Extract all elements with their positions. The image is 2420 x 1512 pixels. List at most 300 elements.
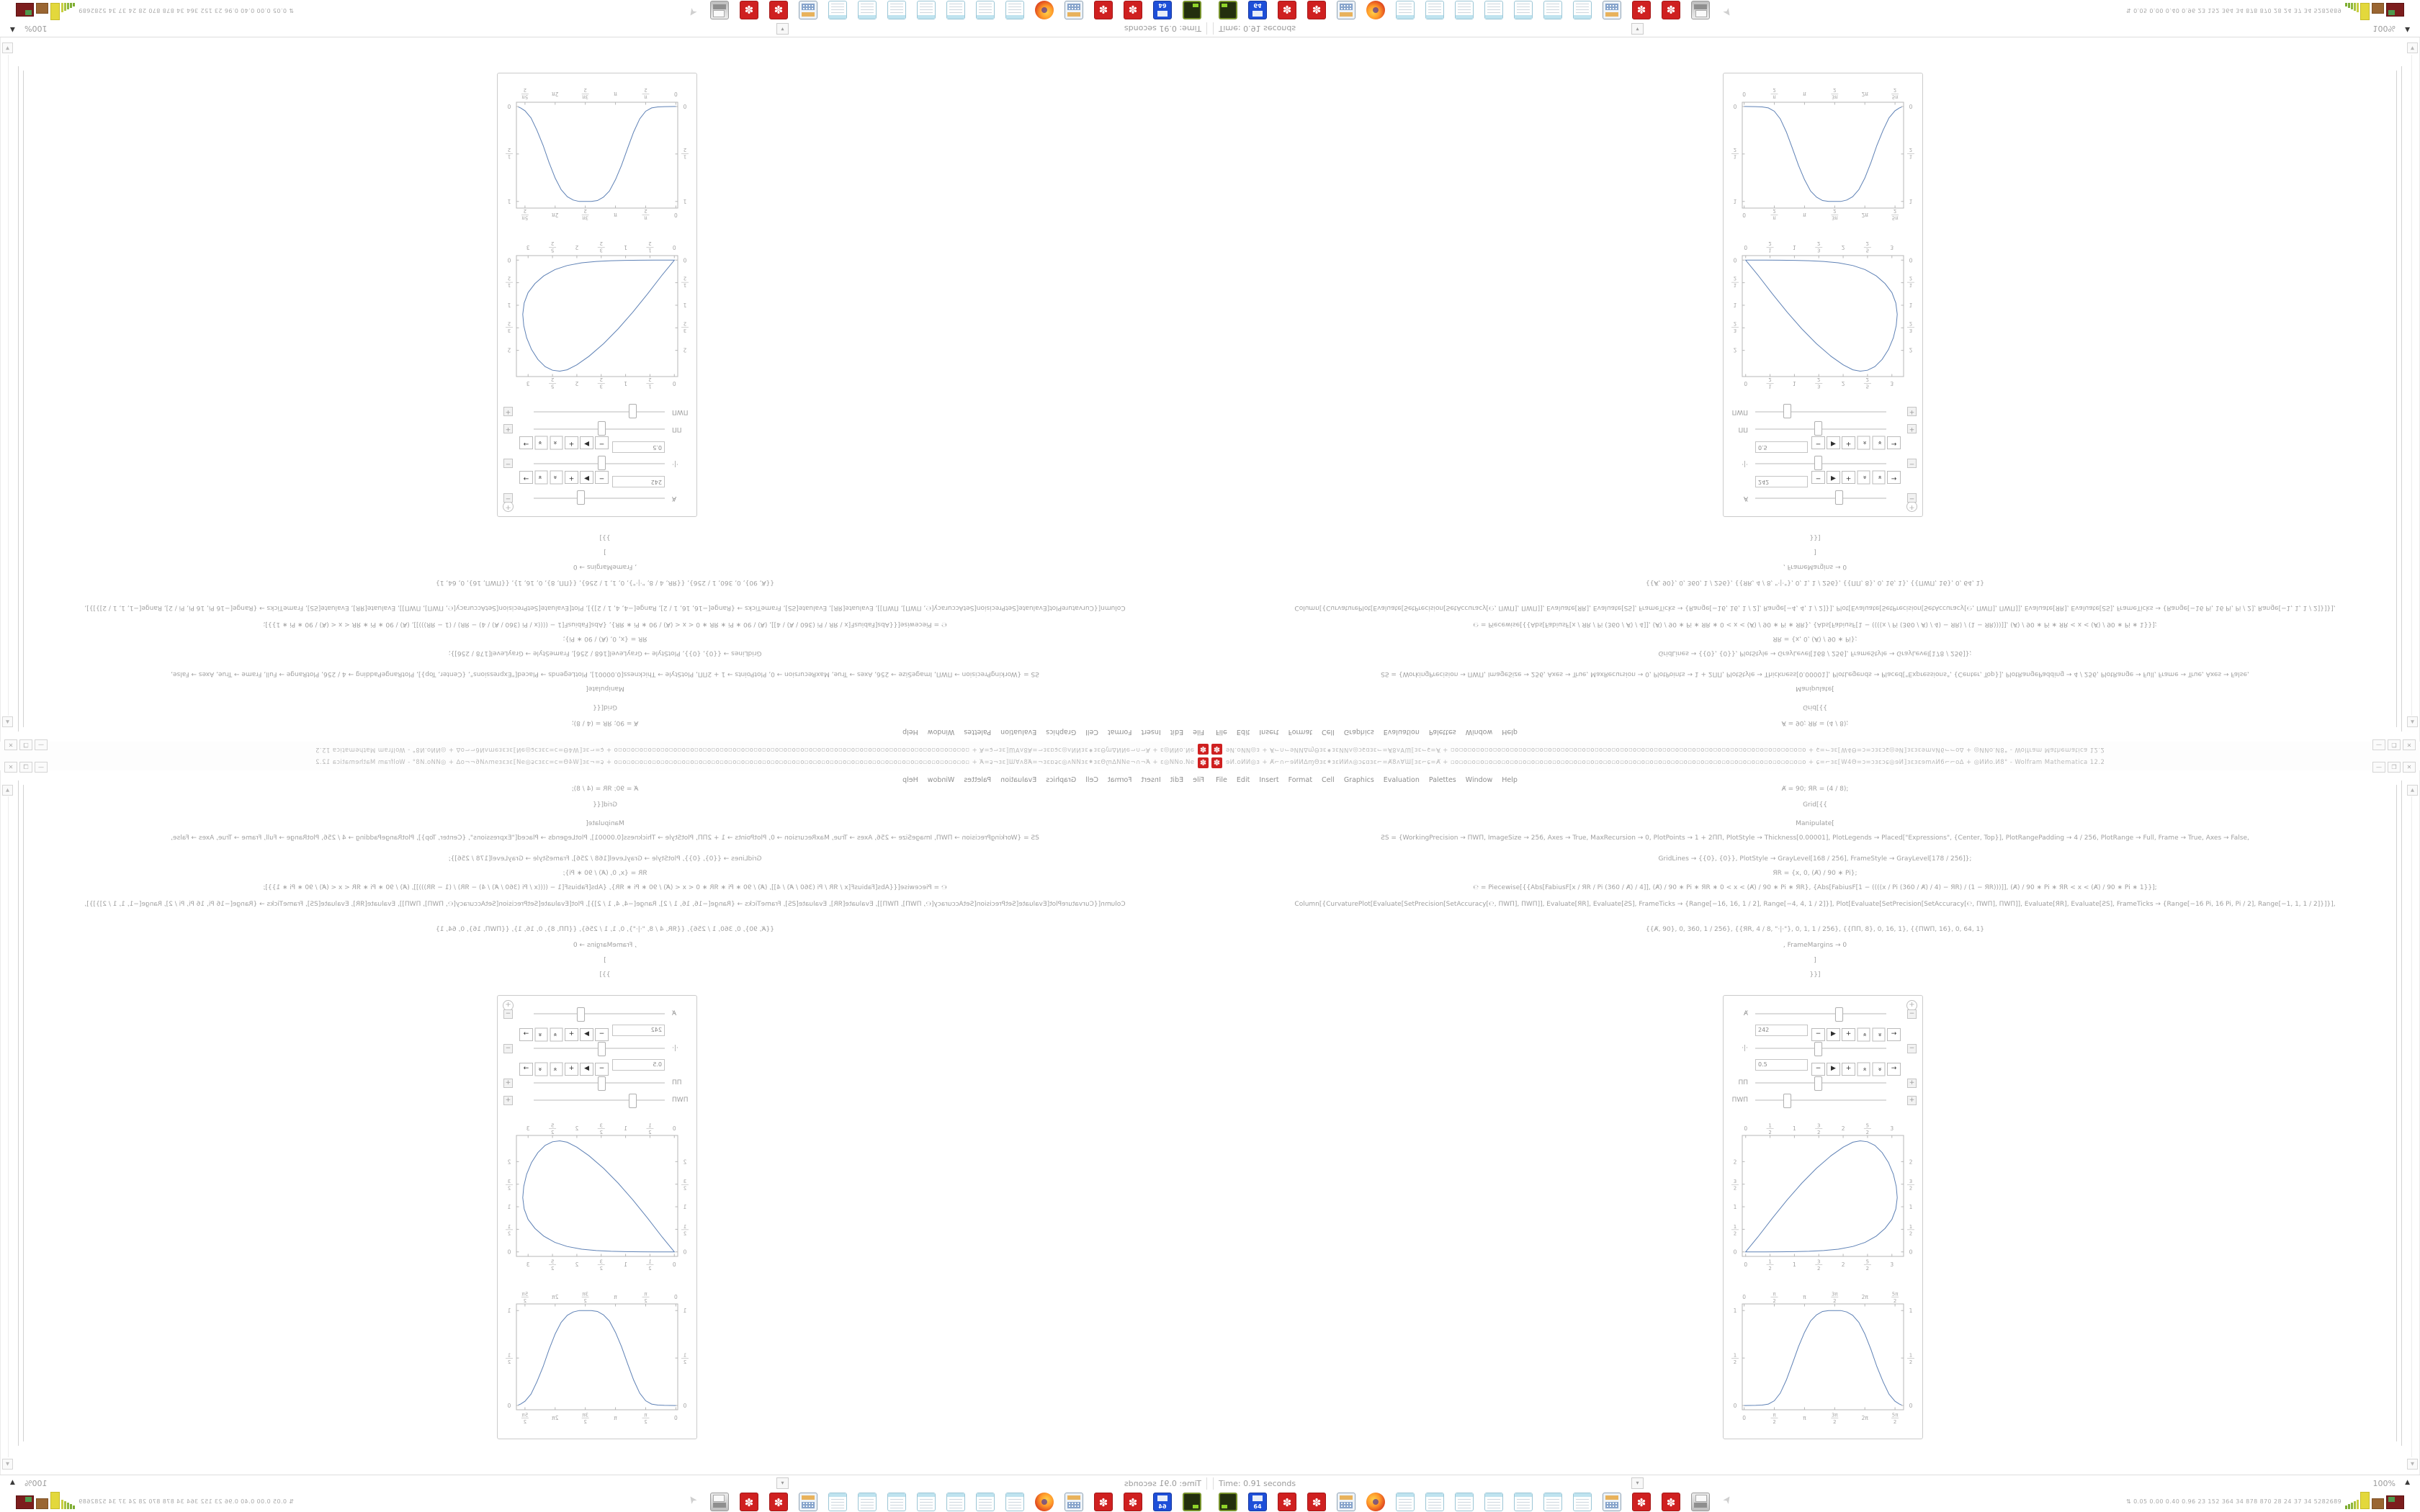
tb-icon-notepad[interactable]: [946, 1, 965, 19]
code-line[interactable]: {{Ⱥ, 90}, 0, 360, 1 / 256}, {{ЯR, 4 / 8, "·|·"}, 0, 1, 1 / 256}, {{ΠΠ, 8}, 0, 16, 1}, {{ΠWΠ, 16}, 0, 64, 1}: [1645, 579, 1985, 586]
menu-item-Edit[interactable]: Edit: [1170, 728, 1184, 736]
tb-icon-gear-red[interactable]: [1662, 1, 1680, 19]
mbtn-−[interactable]: −: [1811, 1028, 1825, 1041]
code-line[interactable]: ]: [1814, 548, 1816, 555]
scrollbar-down-button[interactable]: ▼: [2407, 1459, 2418, 1470]
slider-track[interactable]: [534, 1048, 665, 1049]
tb-icon-notepad[interactable]: [976, 1, 995, 19]
slider-expand-toggle[interactable]: +: [503, 407, 513, 416]
code-line[interactable]: ℮ = Piecewise[{{Abs[FabiusF[x / ЯR / Pi (360 / Ⱥ) / 4]], (Ⱥ) / 90 ∗ Pi ∗ ЯR ∗ 0 < x < (Ⱥ) / 90 ∗ Pi ∗ ЯR}, {Abs[FabiusF[1 − ((((x / Pi (360 / Ⱥ) / 4) − ЯR) / (1 − ЯR)))]], (Ⱥ) / 90 ∗ Pi ∗ ЯR < x < (Ⱥ) / 90 ∗ Pi ∗ 1}}];: [1473, 884, 2157, 891]
menu-item-Format[interactable]: Format: [1288, 728, 1313, 736]
mbtn-▶[interactable]: ▶: [1827, 471, 1840, 484]
menu-item-Evaluation[interactable]: Evaluation: [1000, 776, 1037, 784]
wbtn-❐[interactable]: ❐: [2388, 762, 2401, 773]
tb-icon-floppy-64[interactable]: [1248, 1493, 1267, 1511]
tb-icon-calculator[interactable]: [1603, 1, 1621, 19]
code-line[interactable]: Ⱥ = 90; ЯR = (4 / 8);: [1781, 786, 1849, 793]
slider-value-field[interactable]: 0.5: [612, 441, 665, 453]
code-line[interactable]: {{Ⱥ, 90}, 0, 360, 1 / 256}, {{ЯR, 4 / 8, "·|·"}, 0, 1, 1 / 256}, {{ΠΠ, 8}, 0, 16, 1}, {{ΠWΠ, 16}, 0, 64, 1}: [1645, 926, 1985, 933]
tb-icon-printer[interactable]: [710, 1493, 729, 1511]
scrollbar-track[interactable]: [2411, 796, 2412, 1457]
tb-icon-printer[interactable]: [1691, 1, 1710, 19]
code-line[interactable]: Grid[{{: [1803, 801, 1827, 809]
tb-icon-printer[interactable]: [710, 1, 729, 19]
code-line[interactable]: , FrameMargins → 0: [1783, 563, 1847, 570]
code-line[interactable]: Ⱥ = 90; ЯR = (4 / 8);: [1781, 719, 1849, 726]
magnification-label[interactable]: 100%: [2372, 24, 2396, 33]
menu-item-Window[interactable]: Window: [927, 728, 955, 736]
mbtn-«[interactable]: «: [550, 1063, 563, 1076]
mbtn-−[interactable]: −: [1811, 436, 1825, 449]
mbtn-→[interactable]: →: [1887, 1028, 1901, 1041]
tb-icon-calculator[interactable]: [1603, 1493, 1621, 1511]
tb-icon-gear-red[interactable]: [1307, 1493, 1326, 1511]
menu-item-File[interactable]: File: [1193, 728, 1204, 736]
magnification-label[interactable]: 100%: [2372, 1479, 2396, 1488]
tb-icon-floppy-64[interactable]: [1248, 1, 1267, 19]
scrollbar-down-button[interactable]: ▼: [2, 42, 13, 53]
slider-value-field[interactable]: 242: [612, 476, 665, 487]
code-line[interactable]: ЯR = {x, 0, (Ⱥ) / 90 ∗ Pi};: [1773, 870, 1857, 877]
slider-thumb[interactable]: [598, 1076, 606, 1091]
menu-item-Format[interactable]: Format: [1107, 728, 1132, 736]
code-line[interactable]: Manipulate[: [586, 820, 624, 827]
mbtn-+[interactable]: +: [1842, 471, 1855, 484]
code-line[interactable]: Column[{CurvaturePlot[Evaluate[SetPrecision[SetAccuracy[℮, ΠWΠ], ΠWΠ]], Evaluate[ЯR], Evaluate[ƧS], FrameTicks → {Range[−16, 16, 1 / 2], Range[−4, 4, 1 / 2]}], Plot[Evaluate[SetPrecision[SetAccuracy[℮, ΠWΠ], ΠWΠ]], Evaluate[ЯR], Evaluate[ƧS], FrameTicks → {Range[−16 Pi, 16 Pi, Pi / 2], Range[−1, 1, 1 / 2]}]}],: [84, 901, 1126, 908]
tb-icon-gear-red[interactable]: [740, 1, 758, 19]
menu-item-Palettes[interactable]: Palettes: [1428, 776, 1456, 784]
wbtn-—[interactable]: —: [2372, 739, 2385, 750]
tb-icon-printer[interactable]: [1691, 1493, 1710, 1511]
code-line[interactable]: GridLines → {{0}, {0}}, PlotStyle → GrayLevel[168 / 256], FrameStyle → GrayLevel[178 / 256]};: [448, 855, 762, 863]
tb-icon-notepad[interactable]: [1005, 1, 1024, 19]
slider-expand-toggle[interactable]: +: [503, 1079, 513, 1088]
mbtn-+[interactable]: +: [1842, 1028, 1855, 1041]
tb-icon-calculator[interactable]: [1337, 1493, 1355, 1511]
status-dropdown[interactable]: ▾: [1631, 23, 1644, 35]
slider-expand-toggle[interactable]: +: [503, 1096, 513, 1105]
slider-track[interactable]: [534, 463, 665, 464]
menu-item-Evaluation[interactable]: Evaluation: [1383, 728, 1420, 736]
magnification-label[interactable]: 100%: [24, 1479, 48, 1488]
tb-icon-notepad[interactable]: [828, 1, 847, 19]
slider-expand-toggle[interactable]: +: [1907, 1096, 1917, 1105]
tb-icon-notepad[interactable]: [1573, 1493, 1592, 1511]
tb-icon-gear-red[interactable]: [1278, 1493, 1296, 1511]
tb-icon-calculator[interactable]: [799, 1, 817, 19]
tb-icon-calculator[interactable]: [1065, 1, 1083, 19]
slider-track[interactable]: [534, 498, 665, 499]
tb-icon-notepad[interactable]: [1396, 1493, 1415, 1511]
code-line[interactable]: Manipulate[: [1796, 820, 1834, 827]
wbtn-—[interactable]: —: [35, 762, 48, 773]
menu-item-File[interactable]: File: [1216, 728, 1227, 736]
tb-icon-notepad[interactable]: [1543, 1, 1562, 19]
mbtn-+[interactable]: +: [565, 1063, 578, 1076]
menu-item-Cell[interactable]: Cell: [1322, 776, 1335, 784]
magnification-arrow-icon[interactable]: ▲: [2405, 26, 2410, 33]
tb-icon-calculator[interactable]: [799, 1493, 817, 1511]
code-line[interactable]: ]: [604, 548, 606, 555]
title-bar[interactable]: [1210, 756, 2420, 770]
status-dropdown[interactable]: ▾: [776, 1477, 789, 1489]
wbtn-—[interactable]: —: [35, 739, 48, 750]
tb-icon-firefox[interactable]: [1366, 1493, 1385, 1511]
cell-group-bracket[interactable]: [2401, 66, 2402, 732]
mbtn-→[interactable]: →: [1887, 1063, 1901, 1076]
slider-thumb[interactable]: [577, 1007, 585, 1022]
slider-track[interactable]: [1755, 428, 1886, 430]
tb-icon-gear-red[interactable]: [769, 1493, 788, 1511]
menu-item-File[interactable]: File: [1193, 776, 1204, 784]
slider-value-field[interactable]: 0.5: [1755, 1059, 1808, 1071]
code-line[interactable]: , FrameMargins → 0: [573, 563, 637, 570]
manipulate-menu-icon[interactable]: +: [503, 501, 514, 512]
tb-icon-notepad[interactable]: [1396, 1, 1415, 19]
slider-thumb[interactable]: [629, 404, 637, 418]
menu-item-Edit[interactable]: Edit: [1236, 776, 1250, 784]
mbtn-+[interactable]: +: [1842, 436, 1855, 449]
slider-expand-toggle[interactable]: +: [503, 424, 513, 433]
slider-track[interactable]: [534, 1099, 665, 1101]
code-line[interactable]: Grid[{{: [593, 801, 617, 809]
cell-bracket[interactable]: [23, 785, 24, 1441]
mbtn-»[interactable]: »: [1873, 1063, 1886, 1076]
tb-icon-gear-red[interactable]: [740, 1493, 758, 1511]
slider-value-field[interactable]: 0.5: [1755, 441, 1808, 453]
menu-item-Help[interactable]: Help: [902, 728, 918, 736]
slider-thumb[interactable]: [1835, 490, 1843, 505]
code-line[interactable]: ƧS = {WorkingPrecision → ΠWΠ, ImageSize → 256, Axes → True, MaxRecursion → 0, PlotPoints → 1 + 2ΠΠ, PlotStyle → Thickness[0.00001], PlotLegends → Placed["Expressions", {Center, Top}], PlotRangePadding → 4 / 256, PlotRange → Full, Frame → True, Axes → False,: [171, 834, 1039, 842]
mbtn-▶[interactable]: ▶: [580, 1028, 593, 1041]
slider-track[interactable]: [1755, 498, 1886, 499]
mbtn-+[interactable]: +: [565, 1028, 578, 1041]
tb-icon-gear-red[interactable]: [1094, 1, 1113, 19]
slider-collapse-toggle[interactable]: −: [1907, 459, 1917, 468]
slider-thumb[interactable]: [598, 421, 606, 436]
menu-item-Cell[interactable]: Cell: [1085, 776, 1098, 784]
slider-track[interactable]: [1755, 1099, 1886, 1101]
manipulate-menu-icon[interactable]: +: [1906, 1000, 1917, 1011]
tb-icon-gear-red[interactable]: [769, 1, 788, 19]
code-line[interactable]: ƧS = {WorkingPrecision → ΠWΠ, ImageSize → 256, Axes → True, MaxRecursion → 0, PlotPoints → 1 + 2ΠΠ, PlotStyle → Thickness[0.00001], PlotLegends → Placed["Expressions", {Center, Top}], PlotRangePadding → 4 / 256, PlotRange → Full, Frame → True, Axes → False,: [1381, 670, 2249, 678]
tb-icon-cursor-faded[interactable]: [1721, 1, 1739, 19]
menu-item-Graphics[interactable]: Graphics: [1343, 776, 1374, 784]
mbtn-−[interactable]: −: [595, 436, 609, 449]
tb-icon-cursor-faded[interactable]: [1721, 1493, 1739, 1511]
slider-expand-toggle[interactable]: +: [1907, 407, 1917, 416]
slider-thumb[interactable]: [629, 1094, 637, 1108]
mbtn-«[interactable]: «: [550, 471, 563, 485]
tb-icon-firefox[interactable]: [1035, 1493, 1054, 1511]
title-bar[interactable]: [0, 742, 1210, 756]
menu-item-Window[interactable]: Window: [927, 776, 955, 784]
cell-group-bracket[interactable]: [18, 66, 19, 732]
mbtn-«[interactable]: «: [550, 436, 563, 450]
menu-item-Evaluation[interactable]: Evaluation: [1383, 776, 1420, 784]
slider-thumb[interactable]: [1814, 456, 1822, 470]
tb-icon-terminal[interactable]: [1219, 1493, 1237, 1511]
slider-track[interactable]: [1755, 1082, 1886, 1084]
scrollbar-track[interactable]: [8, 796, 9, 1457]
tb-icon-notepad[interactable]: [887, 1, 906, 19]
menu-item-Insert[interactable]: Insert: [1259, 776, 1279, 784]
code-line[interactable]: GridLines → {{0}, {0}}, PlotStyle → GrayLevel[168 / 256], FrameStyle → GrayLevel[178 / 256]};: [1658, 649, 1972, 657]
code-line[interactable]: ЯR = {x, 0, (Ⱥ) / 90 ∗ Pi};: [563, 870, 647, 877]
slider-thumb[interactable]: [1835, 1007, 1843, 1022]
status-dropdown[interactable]: ▾: [776, 23, 789, 35]
code-line[interactable]: {{Ⱥ, 90}, 0, 360, 1 / 256}, {{ЯR, 4 / 8, "·|·"}, 0, 1, 1 / 256}, {{ΠΠ, 8}, 0, 16, 1}, {{ΠWΠ, 16}, 0, 64, 1}: [435, 926, 775, 933]
menu-item-Format[interactable]: Format: [1107, 776, 1132, 784]
title-bar[interactable]: [1210, 742, 2420, 756]
code-line[interactable]: Column[{CurvaturePlot[Evaluate[SetPrecision[SetAccuracy[℮, ΠWΠ], ΠWΠ]], Evaluate[ЯR], Evaluate[ƧS], FrameTicks → {Range[−16, 16, 1 / 2], Range[−4, 4, 1 / 2]}], Plot[Evaluate[SetPrecision[SetAccuracy[℮, ΠWΠ], ΠWΠ]], Evaluate[ЯR], Evaluate[ƧS], FrameTicks → {Range[−16 Pi, 16 Pi, Pi / 2], Range[−1, 1, 1 / 2]}]}],: [1294, 901, 2336, 908]
menu-item-Help[interactable]: Help: [902, 776, 918, 784]
tb-icon-notepad[interactable]: [976, 1493, 995, 1511]
wbtn-✕[interactable]: ✕: [4, 739, 17, 750]
tb-icon-cursor-faded[interactable]: [681, 1, 699, 19]
slider-collapse-toggle[interactable]: −: [503, 459, 513, 468]
wbtn-❐[interactable]: ❐: [19, 762, 32, 773]
tb-icon-notepad[interactable]: [1573, 1, 1592, 19]
wbtn-✕[interactable]: ✕: [4, 762, 17, 773]
slider-value-field[interactable]: 0.5: [612, 1059, 665, 1071]
slider-thumb[interactable]: [577, 490, 585, 505]
tb-icon-notepad[interactable]: [887, 1493, 906, 1511]
title-bar[interactable]: [0, 756, 1210, 770]
tb-icon-terminal[interactable]: [1183, 1493, 1201, 1511]
mbtn-+[interactable]: +: [565, 471, 578, 484]
mbtn-+[interactable]: +: [1842, 1063, 1855, 1076]
status-dropdown[interactable]: ▾: [1631, 1477, 1644, 1489]
tb-icon-gear-red[interactable]: [1307, 1, 1326, 19]
slider-track[interactable]: [534, 1082, 665, 1084]
magnification-label[interactable]: 100%: [24, 24, 48, 33]
mbtn-−[interactable]: −: [1811, 471, 1825, 484]
mbtn-»[interactable]: »: [1873, 436, 1886, 450]
mbtn-→[interactable]: →: [519, 1028, 533, 1041]
slider-value-field[interactable]: 242: [1755, 476, 1808, 487]
mbtn-−[interactable]: −: [595, 1028, 609, 1041]
tb-icon-gear-red[interactable]: [1278, 1, 1296, 19]
mbtn-+[interactable]: +: [565, 436, 578, 449]
cell-bracket[interactable]: [2396, 71, 2397, 727]
slider-value-field[interactable]: 242: [612, 1025, 665, 1036]
mbtn-▶[interactable]: ▶: [1827, 1063, 1840, 1076]
tb-icon-calculator[interactable]: [1065, 1493, 1083, 1511]
slider-collapse-toggle[interactable]: −: [1907, 493, 1917, 503]
code-line[interactable]: ƧS = {WorkingPrecision → ΠWΠ, ImageSize → 256, Axes → True, MaxRecursion → 0, PlotPoints → 1 + 2ΠΠ, PlotStyle → Thickness[0.00001], PlotLegends → Placed["Expressions", {Center, Top}], PlotRangePadding → 4 / 256, PlotRange → Full, Frame → True, Axes → False,: [1381, 834, 2249, 842]
mbtn-»[interactable]: »: [1873, 471, 1886, 485]
tb-icon-gear-red[interactable]: [1632, 1493, 1651, 1511]
tb-icon-notepad[interactable]: [917, 1493, 936, 1511]
tb-icon-gear-red[interactable]: [1662, 1493, 1680, 1511]
menu-item-Format[interactable]: Format: [1288, 776, 1313, 784]
mbtn-−[interactable]: −: [595, 471, 609, 484]
code-line[interactable]: ℮ = Piecewise[{{Abs[FabiusF[x / ЯR / Pi (360 / Ⱥ) / 4]], (Ⱥ) / 90 ∗ Pi ∗ ЯR ∗ 0 < x < (Ⱥ) / 90 ∗ Pi ∗ ЯR}, {Abs[FabiusF[1 − ((((x / Pi (360 / Ⱥ) / 4) − ЯR) / (1 − ЯR)))]], (Ⱥ) / 90 ∗ Pi ∗ ЯR < x < (Ⱥ) / 90 ∗ Pi ∗ 1}}];: [263, 884, 947, 891]
tb-icon-terminal[interactable]: [1183, 1, 1201, 19]
mbtn-»[interactable]: »: [535, 436, 548, 450]
menu-item-File[interactable]: File: [1216, 776, 1227, 784]
menu-item-Edit[interactable]: Edit: [1236, 728, 1250, 736]
slider-expand-toggle[interactable]: +: [1907, 424, 1917, 433]
slider-thumb[interactable]: [1814, 1042, 1822, 1056]
manipulate-menu-icon[interactable]: +: [1906, 501, 1917, 512]
menu-item-Help[interactable]: Help: [1502, 776, 1518, 784]
mbtn-«[interactable]: «: [1857, 471, 1870, 485]
mbtn-→[interactable]: →: [519, 436, 533, 449]
code-line[interactable]: GridLines → {{0}, {0}}, PlotStyle → GrayLevel[168 / 256], FrameStyle → GrayLevel[178 / 256]};: [448, 649, 762, 657]
tb-icon-notepad[interactable]: [946, 1493, 965, 1511]
slider-track[interactable]: [534, 428, 665, 430]
tb-icon-notepad[interactable]: [1425, 1, 1444, 19]
tb-icon-notepad[interactable]: [1484, 1, 1503, 19]
tb-icon-floppy-64[interactable]: [1153, 1493, 1172, 1511]
slider-expand-toggle[interactable]: +: [1907, 1079, 1917, 1088]
mbtn-«[interactable]: «: [550, 1028, 563, 1042]
slider-thumb[interactable]: [598, 1042, 606, 1056]
code-line[interactable]: }}]: [1809, 534, 1821, 541]
tb-icon-notepad[interactable]: [1425, 1493, 1444, 1511]
code-line[interactable]: Ⱥ = 90; ЯR = (4 / 8);: [571, 786, 639, 793]
mbtn-▶[interactable]: ▶: [580, 1063, 593, 1076]
slider-track[interactable]: [534, 411, 665, 413]
slider-collapse-toggle[interactable]: −: [503, 1044, 513, 1053]
menu-item-Evaluation[interactable]: Evaluation: [1000, 728, 1037, 736]
code-line[interactable]: Manipulate[: [586, 685, 624, 692]
cell-group-bracket[interactable]: [2401, 780, 2402, 1446]
code-line[interactable]: Grid[{{: [1803, 703, 1827, 711]
tb-icon-notepad[interactable]: [1543, 1493, 1562, 1511]
tb-icon-notepad[interactable]: [1514, 1, 1533, 19]
mbtn-→[interactable]: →: [519, 1063, 533, 1076]
slider-track[interactable]: [1755, 1013, 1886, 1014]
code-line[interactable]: GridLines → {{0}, {0}}, PlotStyle → GrayLevel[168 / 256], FrameStyle → GrayLevel[178 / 256]};: [1658, 855, 1972, 863]
magnification-arrow-icon[interactable]: ▲: [10, 26, 15, 33]
menu-item-Edit[interactable]: Edit: [1170, 776, 1184, 784]
code-line[interactable]: }}]: [599, 971, 611, 978]
slider-collapse-toggle[interactable]: −: [1907, 1044, 1917, 1053]
menu-item-Insert[interactable]: Insert: [1141, 728, 1161, 736]
magnification-arrow-icon[interactable]: ▲: [2405, 1479, 2410, 1486]
scrollbar-down-button[interactable]: ▼: [2407, 42, 2418, 53]
cell-bracket[interactable]: [2396, 785, 2397, 1441]
mbtn-▶[interactable]: ▶: [580, 471, 593, 484]
mbtn-→[interactable]: →: [1887, 471, 1901, 484]
code-line[interactable]: Manipulate[: [1796, 685, 1834, 692]
code-line[interactable]: ℮ = Piecewise[{{Abs[FabiusF[x / ЯR / Pi (360 / Ⱥ) / 4]], (Ⱥ) / 90 ∗ Pi ∗ ЯR ∗ 0 < x < (Ⱥ) / 90 ∗ Pi ∗ ЯR}, {Abs[FabiusF[1 − ((((x / Pi (360 / Ⱥ) / 4) − ЯR) / (1 − ЯR)))]], (Ⱥ) / 90 ∗ Pi ∗ ЯR < x < (Ⱥ) / 90 ∗ Pi ∗ 1}}];: [263, 621, 947, 628]
tb-icon-gear-red[interactable]: [1124, 1, 1142, 19]
tb-icon-gear-red[interactable]: [1632, 1, 1651, 19]
menu-item-Insert[interactable]: Insert: [1141, 776, 1161, 784]
code-line[interactable]: ℮ = Piecewise[{{Abs[FabiusF[x / ЯR / Pi (360 / Ⱥ) / 4]], (Ⱥ) / 90 ∗ Pi ∗ ЯR ∗ 0 < x < (Ⱥ) / 90 ∗ Pi ∗ ЯR}, {Abs[FabiusF[1 − ((((x / Pi (360 / Ⱥ) / 4) − ЯR) / (1 − ЯR)))]], (Ⱥ) / 90 ∗ Pi ∗ ЯR < x < (Ⱥ) / 90 ∗ Pi ∗ 1}}];: [1473, 621, 2157, 628]
code-line[interactable]: {{Ⱥ, 90}, 0, 360, 1 / 256}, {{ЯR, 4 / 8, "·|·"}, 0, 1, 1 / 256}, {{ΠΠ, 8}, 0, 16, 1}, {{ΠWΠ, 16}, 0, 64, 1}: [435, 579, 775, 586]
code-line[interactable]: ЯR = {x, 0, (Ⱥ) / 90 ∗ Pi};: [563, 635, 647, 642]
mbtn-▶[interactable]: ▶: [1827, 1028, 1840, 1041]
menu-item-Graphics[interactable]: Graphics: [1046, 728, 1077, 736]
slider-track[interactable]: [534, 1013, 665, 1014]
slider-collapse-toggle[interactable]: −: [1907, 1009, 1917, 1019]
tb-icon-cursor-faded[interactable]: [681, 1493, 699, 1511]
tb-icon-floppy-64[interactable]: [1153, 1, 1172, 19]
tb-icon-notepad[interactable]: [1455, 1, 1474, 19]
code-line[interactable]: Column[{CurvaturePlot[Evaluate[SetPrecision[SetAccuracy[℮, ΠWΠ], ΠWΠ]], Evaluate[ЯR], Evaluate[ƧS], FrameTicks → {Range[−16, 16, 1 / 2], Range[−4, 4, 1 / 2]}], Plot[Evaluate[SetPrecision[SetAccuracy[℮, ΠWΠ], ΠWΠ]], Evaluate[ЯR], Evaluate[ƧS], FrameTicks → {Range[−16 Pi, 16 Pi, Pi / 2], Range[−1, 1, 1 / 2]}]}],: [1294, 604, 2336, 611]
menu-item-Insert[interactable]: Insert: [1259, 728, 1279, 736]
wbtn-✕[interactable]: ✕: [2403, 739, 2416, 750]
tb-icon-gear-red[interactable]: [1094, 1493, 1113, 1511]
slider-collapse-toggle[interactable]: −: [503, 1009, 513, 1019]
tb-icon-notepad[interactable]: [858, 1, 877, 19]
menu-item-Cell[interactable]: Cell: [1322, 728, 1335, 736]
tb-icon-notepad[interactable]: [1484, 1493, 1503, 1511]
tb-icon-terminal[interactable]: [1219, 1, 1237, 19]
slider-track[interactable]: [1755, 463, 1886, 464]
code-line[interactable]: ƧS = {WorkingPrecision → ΠWΠ, ImageSize → 256, Axes → True, MaxRecursion → 0, PlotPoints → 1 + 2ΠΠ, PlotStyle → Thickness[0.00001], PlotLegends → Placed["Expressions", {Center, Top}], PlotRangePadding → 4 / 256, PlotRange → Full, Frame → True, Axes → False,: [171, 670, 1039, 678]
menu-item-Window[interactable]: Window: [1465, 776, 1493, 784]
mbtn-▶[interactable]: ▶: [580, 436, 593, 449]
menu-item-Graphics[interactable]: Graphics: [1046, 776, 1077, 784]
tb-icon-notepad[interactable]: [917, 1, 936, 19]
code-line[interactable]: Column[{CurvaturePlot[Evaluate[SetPrecision[SetAccuracy[℮, ΠWΠ], ΠWΠ]], Evaluate[ЯR], Evaluate[ƧS], FrameTicks → {Range[−16, 16, 1 / 2], Range[−4, 4, 1 / 2]}], Plot[Evaluate[SetPrecision[SetAccuracy[℮, ΠWΠ], ΠWΠ]], Evaluate[ЯR], Evaluate[ƧS], FrameTicks → {Range[−16 Pi, 16 Pi, Pi / 2], Range[−1, 1, 1 / 2]}]}],: [84, 604, 1126, 611]
tb-icon-notepad[interactable]: [1514, 1493, 1533, 1511]
menu-item-Cell[interactable]: Cell: [1085, 728, 1098, 736]
wbtn-✕[interactable]: ✕: [2403, 762, 2416, 773]
slider-track[interactable]: [1755, 1048, 1886, 1049]
wbtn-—[interactable]: —: [2372, 762, 2385, 773]
mbtn-«[interactable]: «: [1857, 436, 1870, 450]
slider-thumb[interactable]: [1814, 1076, 1822, 1091]
scrollbar-up-button[interactable]: ▲: [2, 785, 13, 796]
code-line[interactable]: }}]: [599, 534, 611, 541]
menu-item-Palettes[interactable]: Palettes: [964, 728, 992, 736]
slider-collapse-toggle[interactable]: −: [503, 493, 513, 503]
wbtn-❐[interactable]: ❐: [2388, 739, 2401, 750]
cell-group-bracket[interactable]: [18, 780, 19, 1446]
tb-icon-firefox[interactable]: [1035, 1, 1054, 19]
menu-item-Palettes[interactable]: Palettes: [964, 776, 992, 784]
wbtn-❐[interactable]: ❐: [19, 739, 32, 750]
code-line[interactable]: ]: [604, 957, 606, 964]
slider-thumb[interactable]: [1783, 404, 1791, 418]
slider-thumb[interactable]: [1814, 421, 1822, 436]
code-line[interactable]: , FrameMargins → 0: [1783, 942, 1847, 949]
tb-icon-notepad[interactable]: [858, 1493, 877, 1511]
code-line[interactable]: Ⱥ = 90; ЯR = (4 / 8);: [571, 719, 639, 726]
mbtn-»[interactable]: »: [535, 1063, 548, 1076]
scrollbar-up-button[interactable]: ▲: [2, 716, 13, 727]
scrollbar-down-button[interactable]: ▼: [2, 1459, 13, 1470]
scrollbar-track[interactable]: [8, 55, 9, 716]
tb-icon-notepad[interactable]: [828, 1493, 847, 1511]
code-line[interactable]: Grid[{{: [593, 703, 617, 711]
mbtn-→[interactable]: →: [519, 471, 533, 484]
mbtn-»[interactable]: »: [535, 471, 548, 485]
scrollbar-up-button[interactable]: ▲: [2407, 716, 2418, 727]
mbtn-»[interactable]: »: [1873, 1028, 1886, 1042]
mbtn-−[interactable]: −: [595, 1063, 609, 1076]
menu-item-Window[interactable]: Window: [1465, 728, 1493, 736]
tb-icon-notepad[interactable]: [1005, 1493, 1024, 1511]
scrollbar-up-button[interactable]: ▲: [2407, 785, 2418, 796]
tb-icon-firefox[interactable]: [1366, 1, 1385, 19]
menu-item-Graphics[interactable]: Graphics: [1343, 728, 1374, 736]
slider-value-field[interactable]: 242: [1755, 1025, 1808, 1036]
magnification-arrow-icon[interactable]: ▲: [10, 1479, 15, 1486]
scrollbar-track[interactable]: [2411, 55, 2412, 716]
menu-item-Palettes[interactable]: Palettes: [1428, 728, 1456, 736]
slider-thumb[interactable]: [1783, 1094, 1791, 1108]
slider-track[interactable]: [1755, 411, 1886, 413]
manipulate-menu-icon[interactable]: +: [503, 1000, 514, 1011]
